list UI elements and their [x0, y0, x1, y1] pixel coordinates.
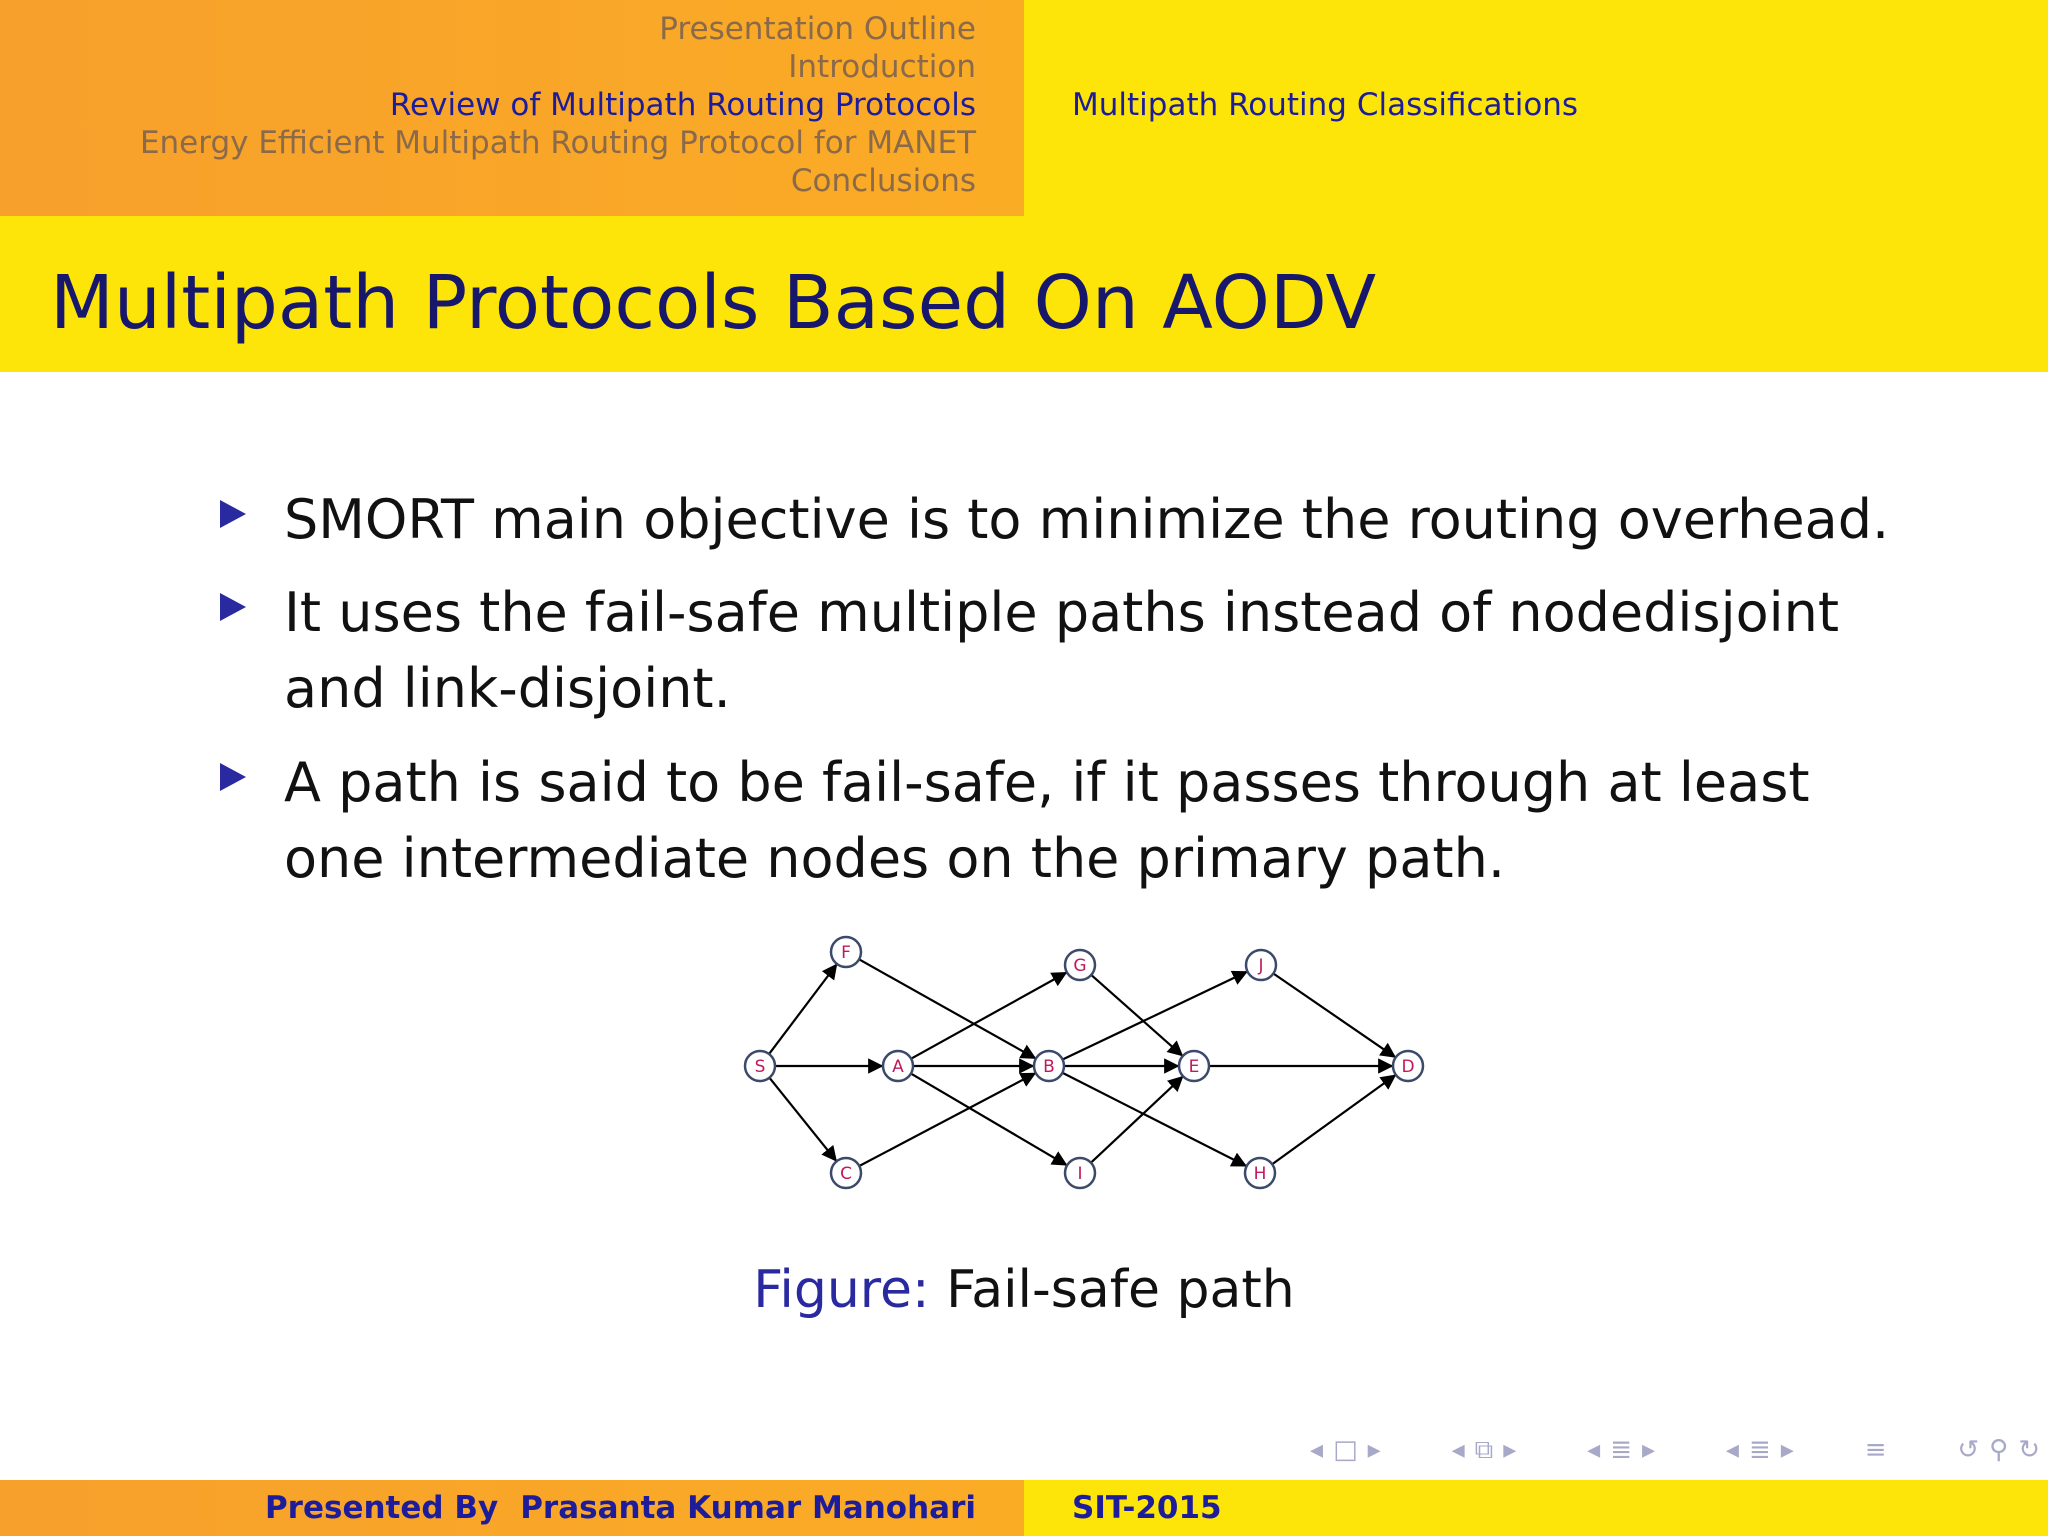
node-label-g: G — [1073, 956, 1087, 976]
page-icon[interactable]: ≣ — [1748, 1435, 1771, 1465]
presenter-name: Prasanta Kumar Manohari — [520, 1490, 976, 1526]
next-subsection-icon[interactable]: ▸ — [1503, 1435, 1517, 1465]
next-section-icon[interactable]: ▸ — [1641, 1435, 1656, 1465]
presented-by-label: Presented By — [264, 1490, 499, 1526]
node-label-a: A — [892, 1057, 904, 1077]
outline-item-introduction[interactable]: Introduction — [788, 49, 976, 85]
edge-h-d — [1272, 1075, 1395, 1164]
bullet-text: A path is said to be fail-safe, if it passes through at least one intermediate nodes on the primary path. — [284, 751, 1810, 890]
beamer-navigation-bar — [1310, 1430, 2040, 1470]
edge-f-b — [859, 959, 1035, 1058]
prev-page-icon[interactable]: ◂ — [1725, 1435, 1739, 1465]
edge-s-c — [769, 1078, 836, 1161]
edge-a-g — [911, 973, 1066, 1059]
edge-s-f — [769, 965, 836, 1054]
bullet-triangle-icon — [220, 500, 246, 528]
edge-c-b — [859, 1073, 1035, 1166]
edge-b-j — [1063, 972, 1247, 1060]
slide-title: Multipath Protocols Based On AODV — [50, 260, 1377, 346]
bullet-item — [220, 575, 1870, 735]
outline-item-conclusions[interactable]: Conclusions — [790, 163, 976, 199]
node-label-c: C — [840, 1164, 852, 1184]
bullet-triangle-icon — [220, 763, 246, 791]
figure-caption-text: Fail-safe path — [946, 1260, 1295, 1320]
edge-g-e — [1091, 975, 1182, 1055]
edge-a-i — [911, 1074, 1066, 1165]
toc-icon[interactable]: ≡ — [1864, 1435, 1887, 1465]
node-label-h: H — [1253, 1164, 1267, 1184]
bullet-text: It uses the fail-safe multiple paths instead of nodedisjoint and link-disjoint. — [284, 581, 1840, 720]
current-section-label[interactable]: Multipath Routing Classifications — [1072, 87, 1579, 123]
outline-item-presentation-outline[interactable]: Presentation Outline — [659, 11, 976, 47]
prev-frame-icon[interactable]: ◂ — [1310, 1435, 1324, 1465]
figure-caption-prefix: Figure: — [753, 1260, 930, 1320]
node-label-s: S — [754, 1057, 766, 1077]
node-label-f: F — [841, 943, 851, 963]
search-icon[interactable]: ⚲ — [1989, 1435, 2009, 1465]
subsection-icon[interactable]: ⧉ — [1474, 1435, 1494, 1465]
edge-i-e — [1091, 1077, 1182, 1163]
page-nav-group — [1726, 1437, 1794, 1463]
node-label-e: E — [1188, 1057, 1200, 1077]
forward-icon[interactable]: ↻ — [2018, 1435, 2040, 1465]
outline-item-energy-efficient[interactable]: Energy Efficient Multipath Routing Protocol for MANET — [139, 125, 976, 161]
section-nav-group — [1587, 1437, 1655, 1463]
search-nav-group — [1957, 1437, 2040, 1463]
next-page-icon[interactable]: ▸ — [1780, 1435, 1794, 1465]
subsection-nav-group — [1452, 1437, 1517, 1463]
prev-subsection-icon[interactable]: ◂ — [1451, 1435, 1465, 1465]
bullet-item — [220, 482, 1890, 562]
node-label-j: J — [1258, 956, 1264, 976]
section-icon[interactable]: ≣ — [1610, 1435, 1632, 1465]
node-label-i: I — [1077, 1164, 1083, 1184]
outline-item-review[interactable]: Review of Multipath Routing Protocols — [389, 87, 976, 123]
footer-presenter-line — [265, 1488, 976, 1528]
edge-b-h — [1062, 1073, 1245, 1166]
node-label-d: D — [1401, 1057, 1415, 1077]
bullet-item — [220, 745, 1870, 905]
fail-safe-path-diagram — [730, 925, 1450, 1215]
edge-j-d — [1273, 973, 1394, 1056]
frame-icon[interactable]: □ — [1333, 1435, 1358, 1465]
frame-nav-group — [1310, 1437, 1381, 1463]
prev-section-icon[interactable]: ◂ — [1587, 1435, 1601, 1465]
next-frame-icon[interactable]: ▸ — [1367, 1435, 1381, 1465]
bullet-triangle-icon — [220, 593, 246, 621]
footer-event-label: SIT-2015 — [1072, 1490, 1222, 1526]
node-label-b: B — [1043, 1057, 1055, 1077]
back-icon[interactable]: ↺ — [1957, 1435, 1980, 1465]
figure-caption — [0, 1258, 2048, 1322]
bullet-text: SMORT main objective is to minimize the routing overhead. — [284, 488, 1890, 551]
